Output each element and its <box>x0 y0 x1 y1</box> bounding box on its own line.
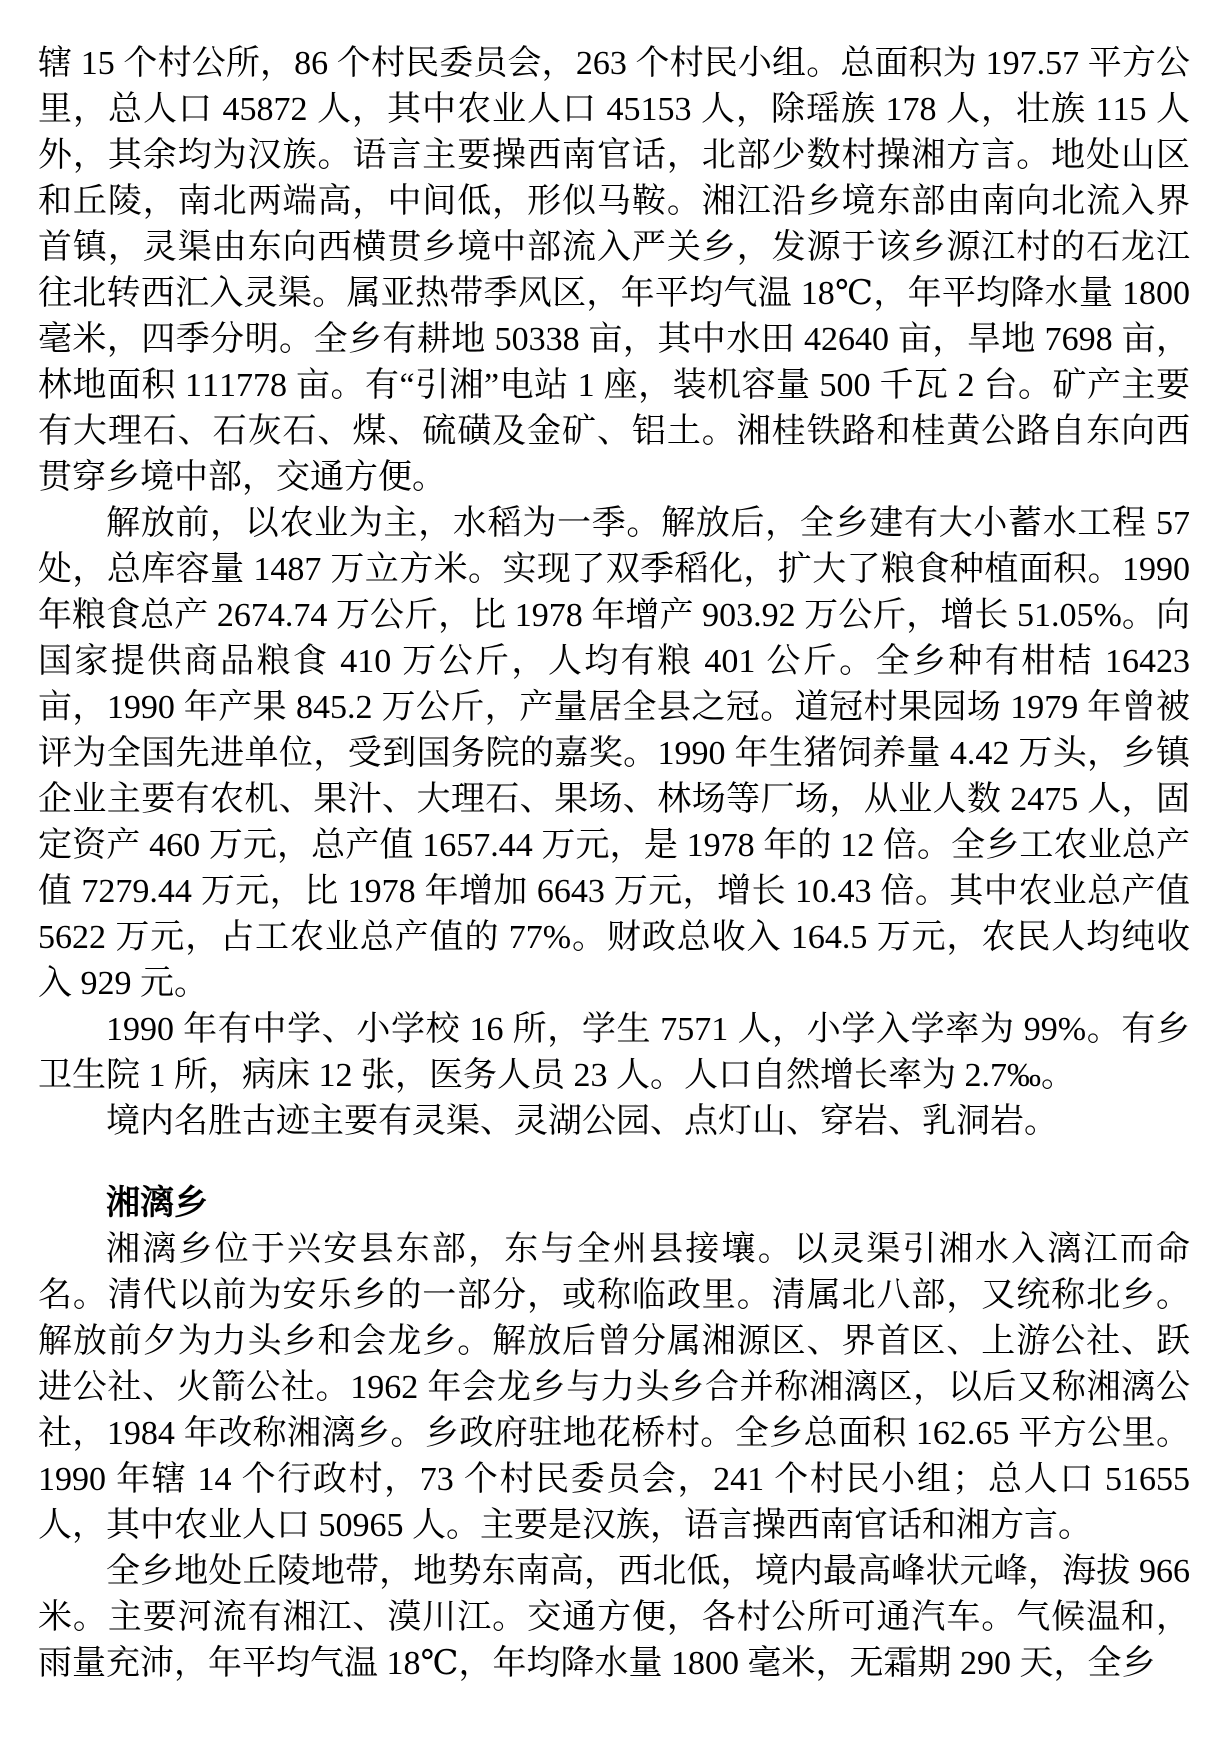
paragraph-education-health: 1990 年有中学、小学校 16 所，学生 7571 人，小学入学率为 99%。有乡卫生院 1 所，病床 12 张，医务人员 23 人。人口自然增长率为 2.7‰。 <box>38 1011 1190 1094</box>
paragraph-scenic-spots: 境内名胜古迹主要有灵渠、灵湖公园、点灯山、穿岩、乳洞岩。 <box>106 1103 1058 1140</box>
paragraph-agriculture-economy: 解放前，以农业为主，水稻为一季。解放后，全乡建有大小蓄水工程 57 处，总库容量 1487 万立方米。实现了双季稻化，扩大了粮食种植面积。1990 年粮食总产 2674.74 万公斤，比 1978 年增产 903.92 万公斤，增长 51.05%。向国家提供商品粮食 410 万公斤，人均有粮 401 公斤。全乡种有柑桔 16423 亩，1990 年产果 845.2 万公斤，产量居全县之冠。道冠村果园场 1979 年曾被评为全国先进单位，受到国务院的嘉奖。1990 年生猪饲养量 4.42 万头，乡镇企业主要有农机、果汁、大理石、果场、林场等厂场，从业人数 2475 人，固定资产 460 万元，总产值 1657.44 万元，是 1978 年的 12 倍。全乡工农业总产值 7279.44 万元，比 1978 年增加 6643 万元，增长 10.43 倍。其中农业总产值 5622 万元，占工农业总产值的 77%。财政总收入 164.5 万元，农民人均纯收入 929 元。 <box>38 505 1190 1002</box>
paragraph-xiangli-history: 湘漓乡位于兴安县东部，东与全州县接壤。以灵渠引湘水入漓江而命名。清代以前为安乐乡的一部分，或称临政里。清属北八部，又统称北乡。解放前夕为力头乡和会龙乡。解放后曾分属湘源区、界首区、上游公社、跃进公社、火箭公社。1962 年会龙乡与力头乡合并称湘漓区，以后又称湘漓公社，1984 年改称湘漓乡。乡政府驻地花桥村。全乡总面积 162.65 平方公里。1990 年辖 14 个行政村，73 个村民委员会，241 个村民小组；总人口 51655 人，其中农业人口 50965 人。主要是汉族，语言操西南官话和湘方言。 <box>38 1231 1190 1544</box>
paragraph-xiangli-geography: 全乡地处丘陵地带，地势东南高，西北低，境内最高峰状元峰，海拔 966 米。主要河流有湘江、漠川江。交通方便，各村公所可通汽车。气候温和，雨量充沛，年平均气温 18℃，年均降水量 1800 毫米，无霜期 290 天，全乡 <box>38 1553 1190 1682</box>
paragraph-overview-continued: 辖 15 个村公所，86 个村民委员会，263 个村民小组。总面积为 197.57 平方公里，总人口 45872 人，其中农业人口 45153 人，除瑶族 178 人，壮族 115 人外，其余均为汉族。语言主要操西南官话，北部少数村操湘方言。地处山区和丘陵，南北两端高，中间低，形似马鞍。湘江沿乡境东部由南向北流入界首镇，灵渠由东向西横贯乡境中部流入严关乡，发源于该乡源江村的石龙江往北转西汇入灵渠。属亚热带季风区，年平均气温 18℃，年平均降水量 1800 毫米，四季分明。全乡有耕地 50338 亩，其中水田 42640 亩，旱地 7698 亩，林地面积 111778 亩。有“引湘”电站 1 座，装机容量 500 千瓦 2 台。矿产主要有大理石、石灰石、煤、硫磺及金矿、铝土。湘桂铁路和桂黄公路自东向西贯穿乡境中部，交通方便。 <box>38 45 1190 496</box>
section-heading-xiangli-township: 湘漓乡 <box>106 1185 208 1222</box>
